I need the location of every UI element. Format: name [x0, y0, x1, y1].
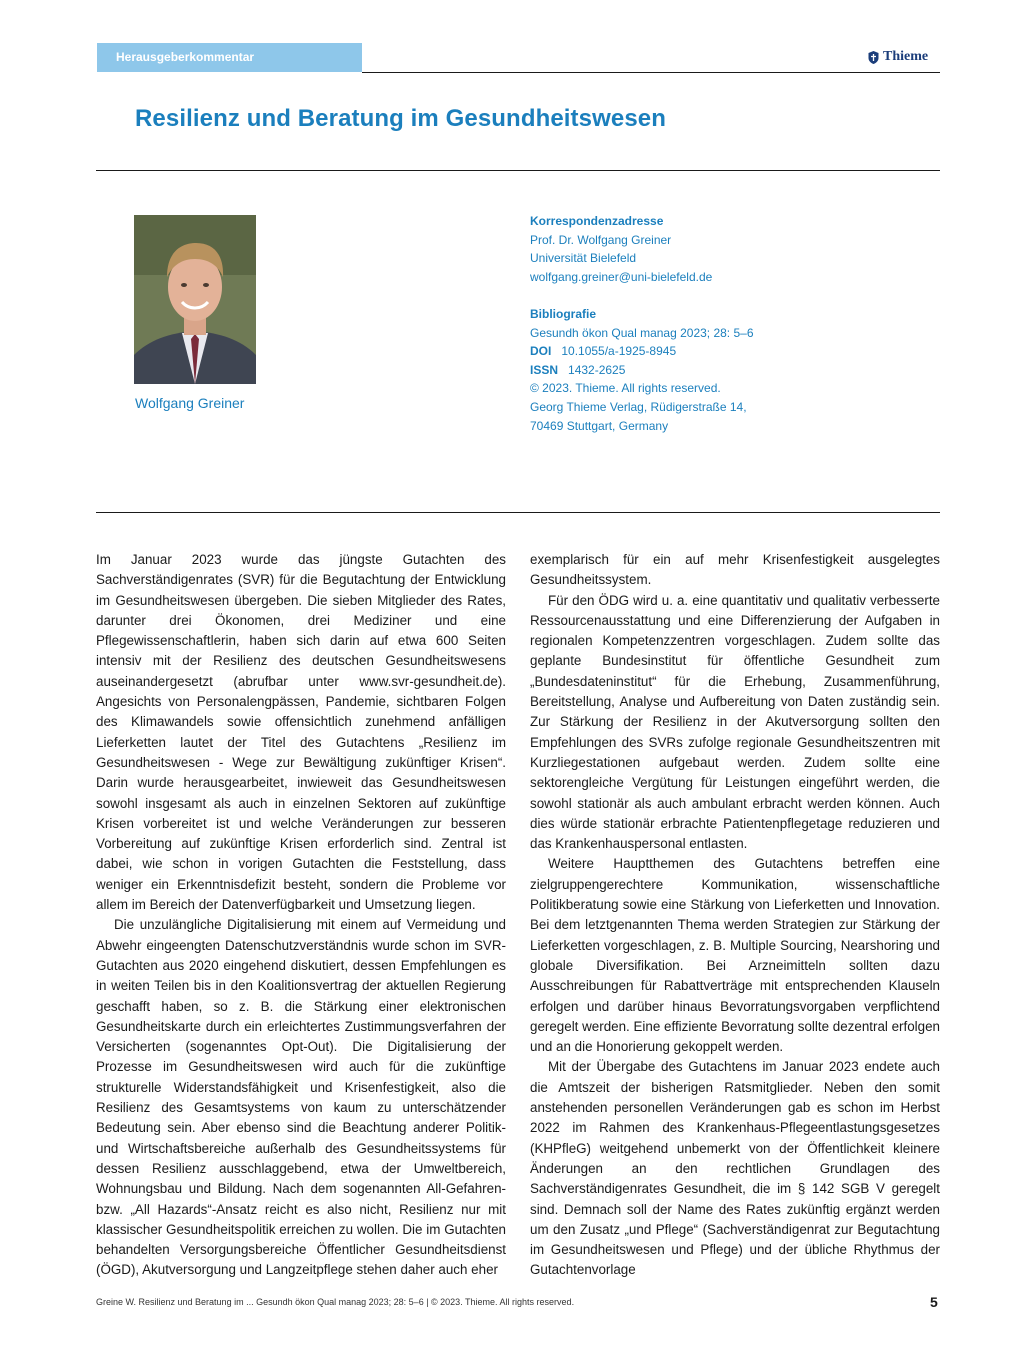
doi-line	[530, 342, 930, 361]
body-column-right	[530, 550, 940, 1281]
doi-label: DOI	[530, 344, 552, 359]
body-paragraph: Im Januar 2023 wurde das jüngste Gutachten des Sachverständigenrates (SVR) für die Begutachtung der Entwicklung im Gesundheitswesen übergeben. Die sieben Mitglieder des Rates, darunter drei Ökonomen, drei Mediziner und eine Pflegewissenschaftlerin, haben sich darin auf etwa 600 Seiten intensiv mit der Resilienz des deutschen Gesundheitswesens auseinandergesetzt (abrufbar unter www.svr-gesundheit.de). Angesichts von Personalengpässen, Pandemie, sichtbaren Folgen des Klimawandels sowie offensichtlich zunehmend anfälligen Lieferketten lautet der Titel des Gutachtens „Resilienz im Gesundheitswesen - Wege zur Bewältigung zukünftiger Krisen“. Darin wurde herausgearbeitet, inwieweit das Gesundheitswesen sowohl insgesamt als auch in einzelnen Sektoren auf zukünftige Krisen vorbereitet ist und welche Veränderungen zur besseren Vorbereitung auf zukünftige Krisen erforderlich sind. Zentral ist dabei, wie schon in vorigen Gutachten die Feststellung, dass weniger ein Erkenntnisdefizit besteht, sondern die Probleme vor allem im Bereich der Datenverfügbarkeit und Umsetzung liegen.	[96, 552, 506, 913]
thieme-crest-icon	[868, 51, 879, 64]
bibliography-heading: Bibliografie	[530, 306, 597, 321]
publisher-address-1: Georg Thieme Verlag, Rüdigerstraße 14,	[530, 399, 747, 414]
bibliography-citation: Gesundh ökon Qual manag 2023; 28: 5–6	[530, 325, 754, 340]
body-paragraph: Für den ÖDG wird u. a. eine quantitativ und qualitativ verbesserte Ressourcenausstattung und eine Differenzierung der Aufgaben in regionalen Kompetenzzentren vorgeschlagen. Zudem sollte das geplante Bundesinstitut für öffentliche Gesundheit zum „Bundesdateninstitut“ für die Erhebung, Zusammenführung, Bereitstellung, Analyse und Aufbereitung von Daten zuständig sein. Zur Stärkung der Resilienz in der Akutversorgung sollten den Empfehlungen des SVRs zufolge regionale Gesundheitszentren mit Kurzliegestationen aufgebaut werden. Zudem sollte eine sektorengleiche Vergütung für Leistungen eingeführt werden, die sowohl stationär als auch ambulant erbracht werden können. Auch dies würde stationär erbrachte Patientenpflegetage reduzieren und das Krankenhauspersonal entlasten.	[530, 592, 940, 852]
article-title: Resilienz und Beratung im Gesundheitswesen	[135, 105, 666, 132]
title-divider	[96, 170, 940, 171]
body-paragraph: Mit der Übergabe des Gutachtens im Januar 2023 endete auch die Amtszeit der bisherigen Ratsmitglieder. Neben den somit anstehenden personellen Veränderungen gab es schon im Herbst 2022 im Rahmen des Krankenhaus-Pflegeentlastungsgesetzes (KHPflеG) weitgehend unbemerkt von der Öffentlichkeit kleinere Änderungen an den rechtlichen Grundlagen des Sachverständigenrates Gesundheit, die im § 142 SGB V geregelt sind. Demnach soll der Name des Rates zukünftig ergänzt werden um den Zusatz „und Pflege“ (Sachverständigenrat zur Begutachtung im Gesundheitswesen und Pflege) und der übliche Rhythmus der Gutachtenvorlage	[530, 1059, 940, 1278]
issn-value: 1432-2625	[568, 362, 626, 377]
body-paragraph: Die unzulängliche Digitalisierung mit einem auf Vermeidung und Abwehr eingeengten Datenschutzverständnis wurde schon im SVR-Gutachten aus 2020 eingehend diskutiert, dessen Empfehlungen es in weiten Teilen bis in den Koalitionsvertrag der aktuellen Regierung geschafft haben, so z. B. die Stärkung einer elektronischen Gesundheitskarte durch ein erleichtertes Zustimmungsverfahren der Versicherten (sogenanntes Opt-Out). Die Digitalisierung der Prozesse im Gesundheitswesen wird auch für die zukünftige strukturelle Widerstandsfähigkeit und Krisenfestigkeit, also die Resilienz des Gesamtsystems von kaum zu unterschätzender Bedeutung sein. Aber ebenso sind die Beachtung anderer Politik- und Wirtschaftsbereiche außerhalb des Gesundheitssystems für dessen Resilienz ausschlaggebend, etwa der Umweltbereich, Wohnungsbau und Bildung. Nach dem sogenannten All-Gefahren- bzw. „All Hazards“-Ansatz reicht es also nicht, Resilienz nur mit klassischer Gesundheitspolitik erreichen zu wollen. Die im Gutachten behandelten Versorgungsbereiche Öffentlicher Gesundheitsdienst (ÖGD), Akutversorgung und Langzeitpflege stehen daher auch eher	[96, 917, 506, 1278]
doi-value[interactable]: 10.1055/a-1925-8945	[561, 344, 677, 359]
correspondence-name: Prof. Dr. Wolfgang Greiner	[530, 232, 672, 247]
issn-line	[530, 361, 930, 380]
issn-label: ISSN	[530, 362, 559, 377]
body-column-left	[96, 550, 506, 1281]
copyright-line: © 2023. Thieme. All rights reserved.	[530, 381, 721, 396]
author-portrait-image	[134, 215, 256, 384]
correspondence-email[interactable]: wolfgang.greiner@uni-bielefeld.de	[530, 269, 713, 284]
article-info	[530, 212, 930, 435]
body-paragraph: exemplarisch für ein auf mehr Krisenfestigkeit ausgelegtes Gesundheitssystem.	[530, 552, 940, 588]
correspondence-institution: Universität Bielefeld	[530, 251, 637, 266]
body-paragraph: Weitere Hauptthemen des Gutachtens betreffen eine zielgruppengerechtere Kommunikation, wissenschaftliche Politikberatung sowie eine Stärkung von Lieferketten und Innovation. Bei dem letztgenannten Thema werden Strategien zur Stärkung der Lieferketten vorgeschlagen, z. B. Multiple Sourcing, Nearshoring und globale Diversifikation. Bei Arzneimitteln sollten dazu Ausschreibungen für Rabattverträge mit entsprechenden Klauseln erfolgen und darüber hinaus Bevorratungsvorgaben verpflichtend geregelt werden. Eine effiziente Bevorratung sollte dezentral erfolgen und an die Honorierung gekoppelt werden.	[530, 856, 940, 1055]
body-divider	[96, 512, 940, 513]
publisher-address-2: 70469 Stuttgart, Germany	[530, 418, 669, 433]
header-rule	[362, 72, 940, 73]
footer-citation: Greine W. Resilienz und Beratung im ... Gesundh ökon Qual manag 2023; 28: 5–6 | © 2023. Thieme. All rights reserved.	[96, 1297, 575, 1307]
author-photo	[134, 215, 256, 384]
author-caption: Wolfgang Greiner	[135, 395, 245, 411]
correspondence-heading: Korrespondenzadresse	[530, 214, 664, 228]
page-number: 5	[930, 1294, 938, 1310]
publisher-name: Thieme	[883, 49, 929, 64]
publisher-logo	[868, 49, 928, 65]
section-label: Herausgeberkommentar	[97, 43, 362, 72]
